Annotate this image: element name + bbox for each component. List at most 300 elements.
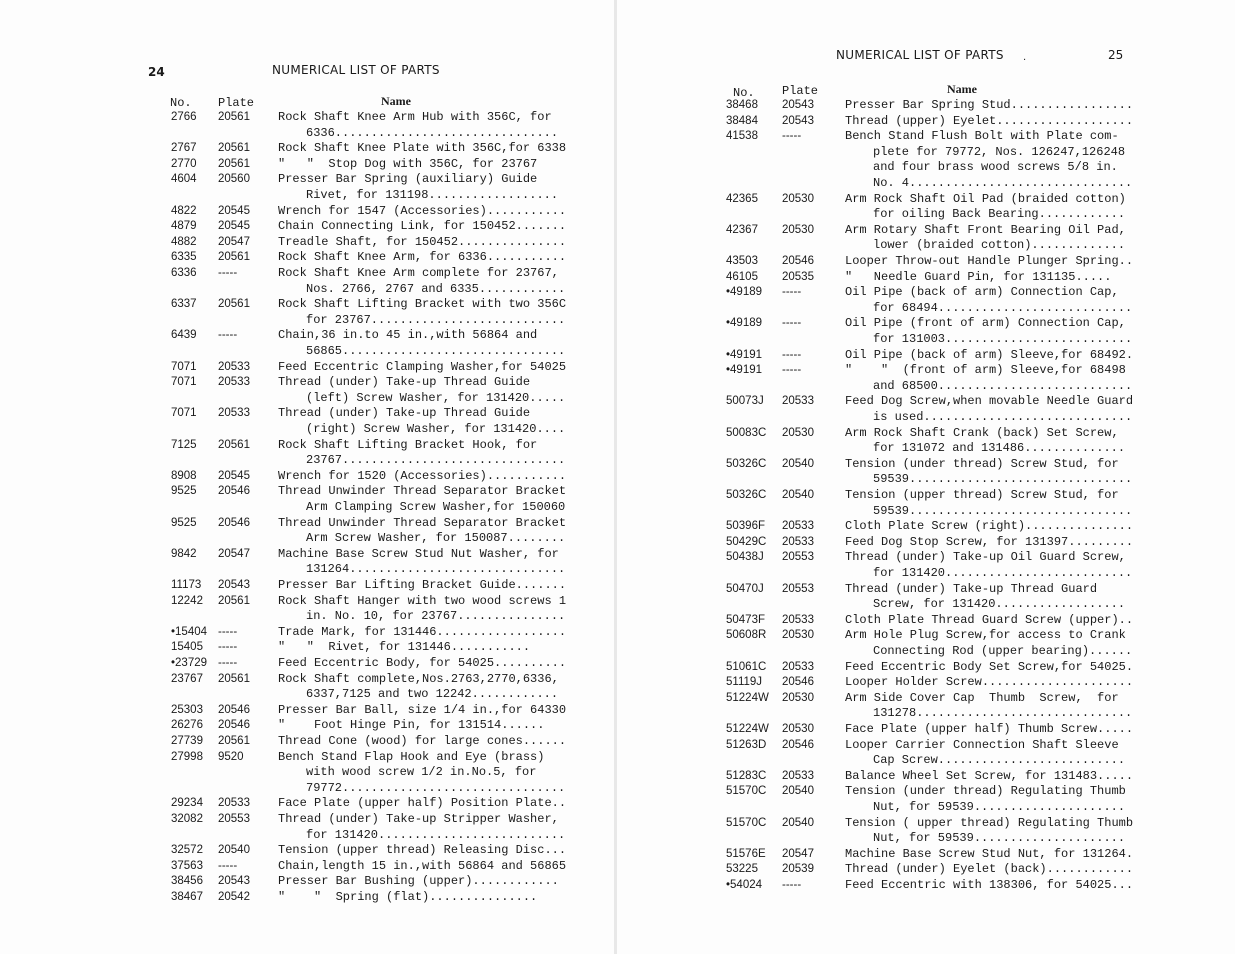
part-name-line: Presser Bar Spring Stud.................	[845, 98, 1134, 112]
part-name	[845, 862, 1133, 878]
part-name	[845, 675, 1133, 691]
part-number: •15404	[171, 625, 208, 638]
part-name-line: for 131420..........................	[306, 827, 566, 842]
part-name	[845, 488, 1132, 519]
plate-number: 20546	[782, 676, 814, 689]
part-name-line: Feed Eccentric Body Set Screw,for 54025.	[845, 659, 1134, 674]
part-name	[278, 438, 565, 469]
part-name	[278, 640, 530, 656]
part-name	[278, 360, 566, 376]
plate-number: -----	[782, 286, 802, 299]
part-number: 7071	[171, 376, 197, 389]
plate-number: -----	[782, 130, 802, 143]
part-name	[845, 348, 1133, 364]
part-name-line: Thread (under) Take-up Thread Guide	[278, 375, 531, 390]
page-title: NUMERICAL LIST OF PARTS	[836, 48, 1004, 62]
part-number: 12242	[171, 594, 203, 607]
plate-number: 20530	[782, 426, 814, 439]
plate-number: 20533	[218, 407, 250, 420]
part-number: 51224W	[726, 723, 769, 735]
part-name-line: Arm Rock Shaft Oil Pad (braided cotton)	[845, 191, 1126, 206]
plate-number: -----	[218, 641, 238, 654]
part-name-line: Chain,36 in.to 45 in.,with 56864 and	[278, 328, 538, 343]
part-number: •49189	[726, 317, 763, 330]
part-name	[845, 114, 1133, 130]
part-number: 50396F	[726, 520, 766, 533]
part-name-line: lower (braided cotton).............	[873, 238, 1126, 253]
part-number: 38484	[726, 114, 758, 127]
part-name-line: Tension ( upper thread) Regulating Thumb	[845, 815, 1134, 830]
part-name	[278, 516, 566, 547]
part-number: 32082	[171, 813, 203, 825]
part-name-line: for 68494...........................	[873, 300, 1133, 315]
part-name	[845, 535, 1133, 551]
part-name-line: Feed Dog Stop Screw, for 131397.........	[845, 534, 1134, 549]
part-name-line: plete for 79772, Nos. 126247,126248	[873, 144, 1126, 159]
plate-number: -----	[218, 329, 238, 342]
part-name-line: Thread (under) Take-up Thread Guide	[278, 406, 531, 421]
part-number: 32572	[171, 844, 203, 857]
plate-number: 20546	[218, 485, 250, 498]
part-name-line: Thread (under) Take-up Stripper Washer,	[278, 812, 559, 826]
part-number: 50438J	[726, 551, 764, 564]
plate-number: 20543	[218, 875, 250, 888]
part-number: 29234	[171, 797, 203, 810]
part-name-line: " Needle Guard Pin, for 131135.....	[845, 269, 1112, 284]
part-name-line: 59539...............................	[873, 503, 1133, 518]
part-name	[845, 426, 1125, 457]
plate-number: 20533	[218, 360, 250, 373]
part-name	[845, 847, 1133, 863]
plate-number: 20547	[218, 235, 250, 248]
part-number: 27739	[171, 735, 203, 747]
part-number: 50429C	[726, 535, 767, 548]
page-number: 25	[1108, 48, 1124, 62]
part-name	[278, 656, 566, 672]
plate-number: 20546	[218, 516, 250, 529]
part-name-line: Presser Bar Bushing (upper)............	[278, 874, 559, 889]
part-number: 6336	[171, 267, 197, 279]
part-number: 42367	[726, 223, 758, 236]
part-name-line: Thread Unwinder Thread Separator Bracket	[278, 515, 567, 530]
plate-number: 20533	[782, 395, 814, 408]
part-name-line: Looper Carrier Connection Shaft Sleeve	[845, 737, 1119, 752]
plate-number: 20535	[782, 270, 814, 283]
part-name-line: Looper Holder Screw.....................	[845, 675, 1134, 690]
part-name	[278, 406, 565, 437]
part-name-line: 131264..............................	[306, 562, 566, 577]
part-name-line: Cap Screw..........................	[873, 753, 1126, 768]
part-name-line: Wrench for 1520 (Accessories)...........	[278, 468, 567, 483]
plate-number: 20540	[218, 844, 250, 857]
part-number: 41538	[726, 130, 758, 143]
part-name-line: for 131072 and 131486..............	[873, 441, 1126, 456]
right-page	[618, 0, 1235, 954]
part-number: 7125	[171, 438, 197, 451]
part-name-line: Chain Connecting Link, for 150452.......	[278, 219, 567, 234]
part-name	[845, 660, 1133, 676]
part-name	[278, 469, 566, 485]
part-name-line: Face Plate (upper half) Thumb Screw.....	[845, 722, 1134, 736]
part-number: 50470J	[726, 582, 764, 595]
part-name-line: Nut, for 59539.....................	[873, 799, 1126, 814]
page-mark: .	[1023, 52, 1027, 63]
part-name	[278, 110, 558, 141]
part-name-line: Chain,length 15 in.,with 56864 and 56865	[278, 858, 567, 873]
plate-number: 20540	[782, 489, 814, 501]
part-number: 4604	[171, 173, 197, 186]
part-name-line: Tension (upper thread) Screw Stud, for	[845, 488, 1119, 502]
plate-number: 20533	[218, 797, 250, 810]
part-name	[278, 297, 566, 328]
part-name	[845, 613, 1133, 629]
part-name-line: 131278..............................	[873, 706, 1133, 721]
part-name	[845, 878, 1133, 894]
part-name	[278, 843, 566, 859]
plate-number: 20543	[218, 579, 250, 591]
part-number: 50083C	[726, 426, 767, 439]
plate-number: 20553	[782, 551, 814, 564]
part-name-line: for oiling Back Bearing............	[873, 207, 1126, 222]
plate-number: 20561	[218, 298, 250, 311]
part-name-line: is used.............................	[873, 409, 1133, 424]
part-number: 15405	[171, 641, 203, 654]
part-name-line: Cloth Plate Thread Guard Screw (upper)..	[845, 612, 1134, 627]
part-name-line: for 131003..........................	[873, 331, 1133, 346]
part-number: 4822	[171, 204, 197, 217]
part-name	[278, 750, 565, 797]
plate-number: 20539	[782, 863, 814, 876]
part-name	[278, 204, 566, 220]
plate-number: 20533	[218, 376, 250, 389]
part-name	[278, 703, 566, 719]
part-name-line: Machine Base Screw Stud Nut, for 131264.	[845, 846, 1134, 861]
part-number: 42365	[726, 192, 758, 205]
part-number: 4882	[171, 235, 197, 248]
plate-number: 20533	[782, 613, 814, 626]
part-number: 51119J	[726, 676, 763, 689]
part-name-line: Tension (upper thread) Releasing Disc...	[278, 843, 567, 858]
plate-number: 20543	[782, 99, 814, 111]
part-name	[845, 285, 1132, 316]
part-name-line: Rivet, for 131198..................	[306, 187, 559, 202]
plate-number: 20546	[782, 255, 814, 267]
part-name	[278, 890, 537, 906]
plate-number: 20540	[782, 785, 814, 798]
part-name-line: Cloth Plate Screw (right)...............	[845, 519, 1134, 534]
plate-number: -----	[218, 267, 238, 279]
part-name-line: Arm Side Cover Cap Thumb Screw, for	[845, 690, 1119, 705]
part-name-line: Bench Stand Flap Hook and Eye (brass)	[278, 749, 545, 764]
part-name-line: 23767...............................	[306, 453, 566, 468]
part-number: 6439	[171, 329, 197, 342]
part-name-line: Rock Shaft Hanger with two wood screws 1	[278, 593, 567, 608]
part-number: 9525	[171, 516, 197, 529]
part-number: 50326C	[726, 489, 767, 501]
part-name-line: Feed Dog Screw,when movable Needle Guard	[845, 394, 1134, 409]
part-name-line: in. No. 10, for 23767...............	[306, 609, 566, 624]
part-name-line: Thread (upper) Eyelet...................	[845, 113, 1134, 128]
part-name	[845, 519, 1133, 535]
plate-number: 20540	[782, 457, 814, 470]
part-name	[278, 672, 559, 703]
part-name	[845, 784, 1126, 815]
part-number: 23767	[171, 672, 203, 685]
plate-number: 20560	[218, 173, 250, 186]
part-name-line: Nos. 2766, 2767 and 6335............	[306, 281, 566, 296]
part-name-line: Rock Shaft Knee Arm, for 6336...........	[278, 250, 567, 265]
plate-number: 20546	[782, 738, 814, 751]
part-name-line: " " Spring (flat)...............	[278, 890, 538, 904]
part-name	[278, 578, 566, 594]
plate-number: -----	[782, 317, 802, 330]
plate-number: 20533	[782, 520, 814, 533]
part-name-line: Thread Unwinder Thread Separator Bracket	[278, 484, 567, 499]
plate-number: 20545	[218, 204, 250, 217]
part-name-line: Looper Throw-out Handle Plunger Spring..	[845, 254, 1134, 268]
part-name	[845, 582, 1125, 613]
part-number: 25303	[171, 703, 203, 716]
part-name-line: Nut, for 59539.....................	[873, 831, 1126, 846]
plate-number: 20561	[218, 594, 250, 607]
part-name-line: Thread (under) Take-up Thread Guard	[845, 581, 1098, 596]
part-name-line: (left) Screw Washer, for 131420.....	[306, 390, 566, 405]
part-name-line: Balance Wheel Set Screw, for 131483.....	[845, 768, 1134, 783]
part-number: 50473F	[726, 613, 766, 626]
part-number: 51061C	[726, 660, 767, 673]
part-number: 37563	[171, 859, 203, 872]
plate-number: 20533	[782, 535, 814, 548]
column-header-no: No.	[733, 86, 755, 100]
part-name	[278, 172, 558, 203]
part-name	[845, 129, 1132, 191]
part-name-line: 56865...............................	[306, 343, 566, 358]
part-name	[278, 266, 565, 297]
part-name-line: Oil Pipe (back of arm) Sleeve,for 68492.	[845, 347, 1134, 362]
plate-number: 20545	[218, 220, 250, 233]
part-name	[278, 375, 565, 406]
part-name-line: Connecting Rod (upper bearing)......	[873, 643, 1133, 658]
part-name-line: Rock Shaft Knee Arm complete for 23767,	[278, 266, 559, 280]
part-name-line: for 23767...........................	[306, 312, 566, 327]
part-name	[845, 363, 1132, 394]
part-number: 51224W	[726, 691, 769, 704]
part-number: 4879	[171, 220, 197, 233]
part-name	[845, 192, 1126, 223]
part-name-line: Rock Shaft Lifting Bracket Hook, for	[278, 437, 538, 452]
part-name	[278, 796, 566, 812]
part-name	[278, 141, 566, 157]
part-name	[845, 98, 1133, 114]
part-number: 50073J	[726, 395, 764, 408]
part-name-line: Presser Bar Lifting Bracket Guide.......	[278, 578, 567, 592]
plate-number: 20530	[782, 691, 814, 704]
part-name	[278, 625, 566, 641]
part-name	[278, 547, 565, 578]
part-number: 51570C	[726, 785, 767, 798]
plate-number: 20530	[782, 723, 814, 735]
part-name	[845, 738, 1125, 769]
part-name	[278, 157, 537, 173]
part-name	[845, 394, 1133, 425]
plate-number: 20561	[218, 438, 250, 451]
part-name	[278, 250, 566, 266]
part-name-line: Arm Rotary Shaft Front Bearing Oil Pad,	[845, 222, 1126, 237]
part-name	[278, 235, 566, 251]
part-name-line: Treadle Shaft, for 150452...............	[278, 234, 567, 249]
part-number: 38456	[171, 875, 203, 888]
plate-number: 20547	[782, 847, 814, 860]
plate-number: 20542	[218, 891, 250, 903]
part-name	[278, 328, 565, 359]
part-name-line: Wrench for 1547 (Accessories)...........	[278, 203, 567, 218]
part-name-line: Rock Shaft Knee Plate with 356C,for 6338	[278, 141, 567, 156]
part-name-line: Thread (under) Take-up Oil Guard Screw,	[845, 550, 1126, 565]
part-number: 53225	[726, 863, 758, 876]
plate-number: 20561	[218, 735, 250, 747]
part-name	[845, 254, 1133, 270]
plate-number: -----	[782, 364, 802, 377]
plate-number: 20547	[218, 547, 250, 560]
part-name	[845, 550, 1132, 581]
part-name-line: 59539...............................	[873, 472, 1133, 487]
part-number: 2770	[171, 157, 197, 170]
part-number: •23729	[171, 657, 208, 669]
part-name	[845, 769, 1133, 785]
part-name	[845, 270, 1111, 286]
part-name-line: 6336...............................	[306, 125, 559, 140]
plate-number: 20553	[782, 582, 814, 595]
part-number: 50326C	[726, 457, 767, 470]
part-number: 26276	[171, 719, 203, 732]
part-name	[278, 734, 566, 750]
part-name-line: " Foot Hinge Pin, for 131514......	[278, 718, 545, 733]
part-name-line: Oil Pipe (front of arm) Connection Cap,	[845, 316, 1126, 331]
part-name-line: Arm Hole Plug Screw,for access to Crank	[845, 628, 1126, 643]
part-number: •49191	[726, 364, 763, 377]
part-name-line: Presser Bar Spring (auxiliary) Guide	[278, 172, 538, 187]
column-header-name: Name	[947, 82, 977, 96]
part-number: 38467	[171, 891, 203, 903]
plate-number: -----	[218, 625, 238, 638]
column-header-name: Name	[381, 94, 411, 108]
part-number: •54024	[726, 879, 763, 891]
part-number: •49191	[726, 348, 763, 361]
part-name-line: Arm Rock Shaft Crank (back) Set Screw,	[845, 425, 1119, 440]
column-header-plate: Plate	[782, 84, 819, 98]
part-name	[278, 594, 566, 625]
part-number: 7071	[171, 360, 197, 373]
part-name-line: and 68500...........................	[873, 378, 1133, 393]
part-number: 6337	[171, 298, 197, 311]
part-name	[278, 874, 559, 890]
part-name	[278, 484, 566, 515]
part-name-line: (right) Screw Washer, for 131420....	[306, 421, 566, 436]
plate-number: 20545	[218, 469, 250, 482]
part-name-line: for 131420..........................	[873, 565, 1133, 580]
part-name-line: No. 4...............................	[873, 175, 1133, 190]
part-name-line: with wood screw 1/2 in.No.5, for	[306, 765, 537, 780]
plate-number: -----	[782, 879, 802, 891]
part-name	[845, 316, 1132, 347]
plate-number: 20543	[782, 114, 814, 127]
part-number: 2767	[171, 142, 197, 155]
part-name-line: and four brass wood screws 5/8 in.	[873, 160, 1118, 175]
part-name-line: Bench Stand Flush Bolt with Plate com-	[845, 129, 1119, 144]
column-header-no: No.	[170, 96, 192, 110]
part-name-line: Screw, for 131420..................	[873, 597, 1126, 612]
part-number: 50608R	[726, 629, 767, 642]
part-number: 8908	[171, 469, 197, 482]
part-name-line: Rock Shaft Knee Arm Hub with 356C, for	[278, 110, 552, 124]
part-number: 51283C	[726, 769, 767, 782]
part-name-line: Tension (under thread) Screw Stud, for	[845, 456, 1119, 471]
part-name-line: Face Plate (upper half) Position Plate..	[278, 796, 567, 811]
plate-number: 20546	[218, 719, 250, 732]
part-name-line: 79772...............................	[306, 780, 566, 795]
plate-number: -----	[782, 348, 802, 361]
part-number: 46105	[726, 270, 758, 283]
part-number: 38468	[726, 99, 758, 111]
plate-number: 20561	[218, 142, 250, 155]
part-name-line: " " (front of arm) Sleeve,for 68498	[845, 363, 1126, 378]
part-number: 43503	[726, 255, 758, 267]
part-number: 7071	[171, 407, 197, 420]
part-name-line: Feed Eccentric Clamping Washer,for 54025	[278, 359, 567, 374]
plate-number: -----	[218, 657, 238, 669]
part-name	[845, 691, 1132, 722]
plate-number: 20561	[218, 251, 250, 264]
part-name-line: Presser Bar Ball, size 1/4 in.,for 64330	[278, 702, 567, 717]
part-name	[278, 859, 566, 875]
part-name	[278, 812, 565, 843]
part-name	[278, 718, 544, 734]
part-name-line: Rock Shaft Lifting Bracket with two 356C	[278, 297, 567, 312]
part-name	[845, 223, 1126, 254]
part-number: 9525	[171, 485, 197, 498]
part-name-line: Arm Screw Washer, for 150087........	[306, 531, 566, 546]
plate-number: 20530	[782, 629, 814, 642]
part-name	[845, 722, 1133, 738]
part-name	[278, 219, 566, 235]
plate-number: 20561	[218, 672, 250, 685]
part-number: 9842	[171, 547, 197, 560]
part-name-line: " " Stop Dog with 356C, for 23767	[278, 156, 538, 171]
page-number: 24	[148, 65, 165, 79]
plate-number: 20540	[782, 816, 814, 829]
part-number: 6335	[171, 251, 197, 264]
part-name-line: Oil Pipe (back of arm) Connection Cap,	[845, 285, 1119, 300]
part-name-line: Tension (under thread) Regulating Thumb	[845, 784, 1126, 799]
part-name-line: " " Rivet, for 131446...........	[278, 640, 531, 655]
part-name-line: Machine Base Screw Stud Nut Washer, for	[278, 546, 559, 561]
plate-number: 20533	[782, 769, 814, 782]
plate-number: 9520	[218, 750, 244, 763]
plate-number: 20533	[782, 660, 814, 673]
part-number: 51570C	[726, 816, 767, 829]
page-gutter	[614, 0, 617, 954]
part-number: 51576E	[726, 847, 766, 860]
part-name-line: Thread Cone (wood) for large cones......	[278, 734, 567, 748]
plate-number: 20561	[218, 157, 250, 170]
part-name-line: Feed Eccentric Body, for 54025..........	[278, 656, 567, 670]
page-title: NUMERICAL LIST OF PARTS	[272, 63, 440, 77]
plate-number: 20530	[782, 223, 814, 236]
plate-number: 20530	[782, 192, 814, 205]
part-name	[845, 457, 1132, 488]
plate-number: -----	[218, 859, 238, 872]
plate-number: 20546	[218, 703, 250, 716]
